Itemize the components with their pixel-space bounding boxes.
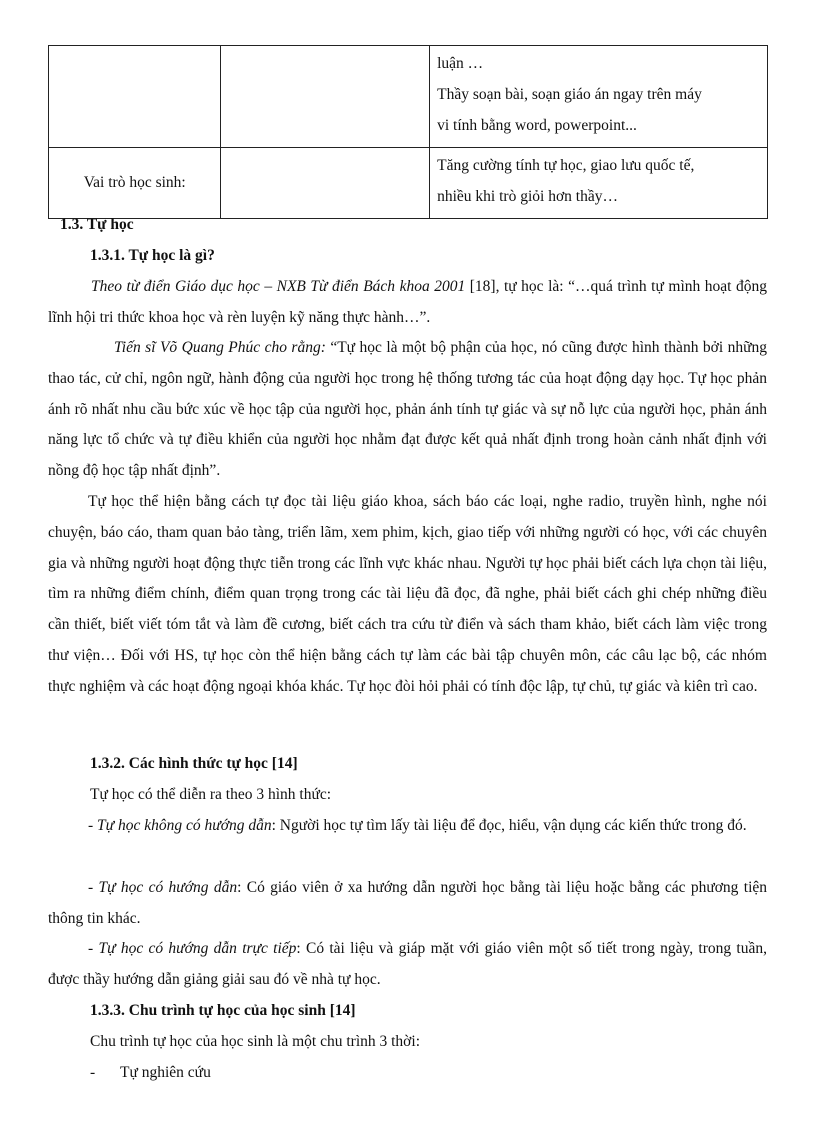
subsection-heading: 1.3.3. Chu trình tự học của học sinh [14] [90, 1002, 356, 1019]
list-item: - Tự học có hướng dẫn trực tiếp: Có tài liệu và giáp mặt với giáo viên một số tiết trong ngày, trong tuần, được thầy hướng dẫn giảng giải sau đó về nhà tự học. [48, 940, 767, 988]
cell-line: nhiều khi trò giỏi hơn thầy… [437, 188, 618, 205]
author-italic: Tiến sĩ Võ Quang Phúc cho rằng: [114, 339, 326, 356]
subsection-heading: 1.3.1. Tự học là gì? [90, 247, 215, 264]
student-role-label: Vai trò học sinh: [49, 148, 221, 219]
cell-line: Thầy soạn bài, soạn giáo án ngay trên máy [437, 86, 702, 103]
table-cell [221, 148, 430, 219]
list-item: - Tự học có hướng dẫn: Có giáo viên ở xa hướng dẫn người học bằng tài liệu hoặc bằng các phương tiện thông tin khác. [48, 879, 768, 927]
table-cell [430, 148, 768, 219]
cell-line: luận … [437, 55, 484, 72]
subsection-heading: 1.3.2. Các hình thức tự học [14] [90, 755, 298, 772]
list-item: - Tự học không có hướng dẫn: Người học tự tìm lấy tài liệu để đọc, hiểu, vận dụng các kiến thức trong đó. [88, 817, 747, 834]
paragraph: Tiến sĩ Võ Quang Phúc cho rằng: “Tự học là một bộ phận của học, nó cũng được hình thành bởi những thao tác, cử chỉ, ngôn ngữ, hành động của người học trong hệ thống tương tác của hoạt động dạy học. Tự học phản ánh rõ nhất nhu cầu bức xúc về học tập của người học, phản ánh tính tự giác và sự nỗ lực của người học, phản ánh năng lực tổ chức và tự điều khiển của người học nhằm đạt được kết quả nhất định trong hoàn cảnh nhất định với nồng độ học tập nhất định”. [48, 339, 768, 480]
bullet-text: Tự nghiên cứu [120, 1064, 211, 1081]
paragraph: Tự học thể hiện bằng cách tự đọc tài liệu giáo khoa, sách báo các loại, nghe radio, truyền hình, nghe nói chuyện, báo cáo, tham quan bảo tàng, triển lãm, xem phim, kịch, giao tiếp với những người có học, với các chuyên gia và những người hoạt động thực tiễn trong các lĩnh vực khác nhau. Người tự học phải biết cách lựa chọn tài liệu, tìm ra những điểm chính, điểm quan trọng trong các tài liệu đã đọc, đã nghe, phải biết cách ghi chép những điều cần thiết, biết viết tóm tắt và làm đề cương, biết cách tra cứu từ điển và sách tham khảo, biết cách làm việc trong thư viện… Đối với HS, tự học còn thể hiện bằng cách tự làm các bài tập chuyên môn, các câu lạc bộ, các nhóm thực nghiệm và các hoạt động ngoại khóa khác. Tự học đòi hỏi phải có tính độc lập, tự chủ, tự giác và kiên trì cao. [48, 493, 767, 695]
cell-line: Tăng cường tính tự học, giao lưu quốc tế, [437, 157, 695, 174]
section-heading: 1.3. Tự học [60, 216, 134, 233]
citation-italic: Theo từ điển Giáo dục học – NXB Từ điển Bách khoa 2001 [91, 278, 466, 295]
roles-table [48, 45, 768, 219]
paragraph: Chu trình tự học của học sinh là một chu trình 3 thời: [90, 1033, 420, 1050]
table-row [49, 46, 768, 148]
table-cell [49, 46, 221, 148]
paragraph: Theo từ điển Giáo dục học – NXB Từ điển Bách khoa 2001 [18], tự học là: “…quá trình tự mình hoạt động lĩnh hội tri thức khoa học và rèn luyện kỹ năng thực hành…”. [48, 278, 767, 326]
table-cell [430, 46, 768, 148]
table-row [49, 148, 768, 219]
bullet-dash: - [90, 1064, 96, 1081]
paragraph: Tự học có thể diễn ra theo 3 hình thức: [90, 786, 332, 803]
cell-line: vi tính bằng word, powerpoint... [437, 117, 637, 134]
table-cell [221, 46, 430, 148]
